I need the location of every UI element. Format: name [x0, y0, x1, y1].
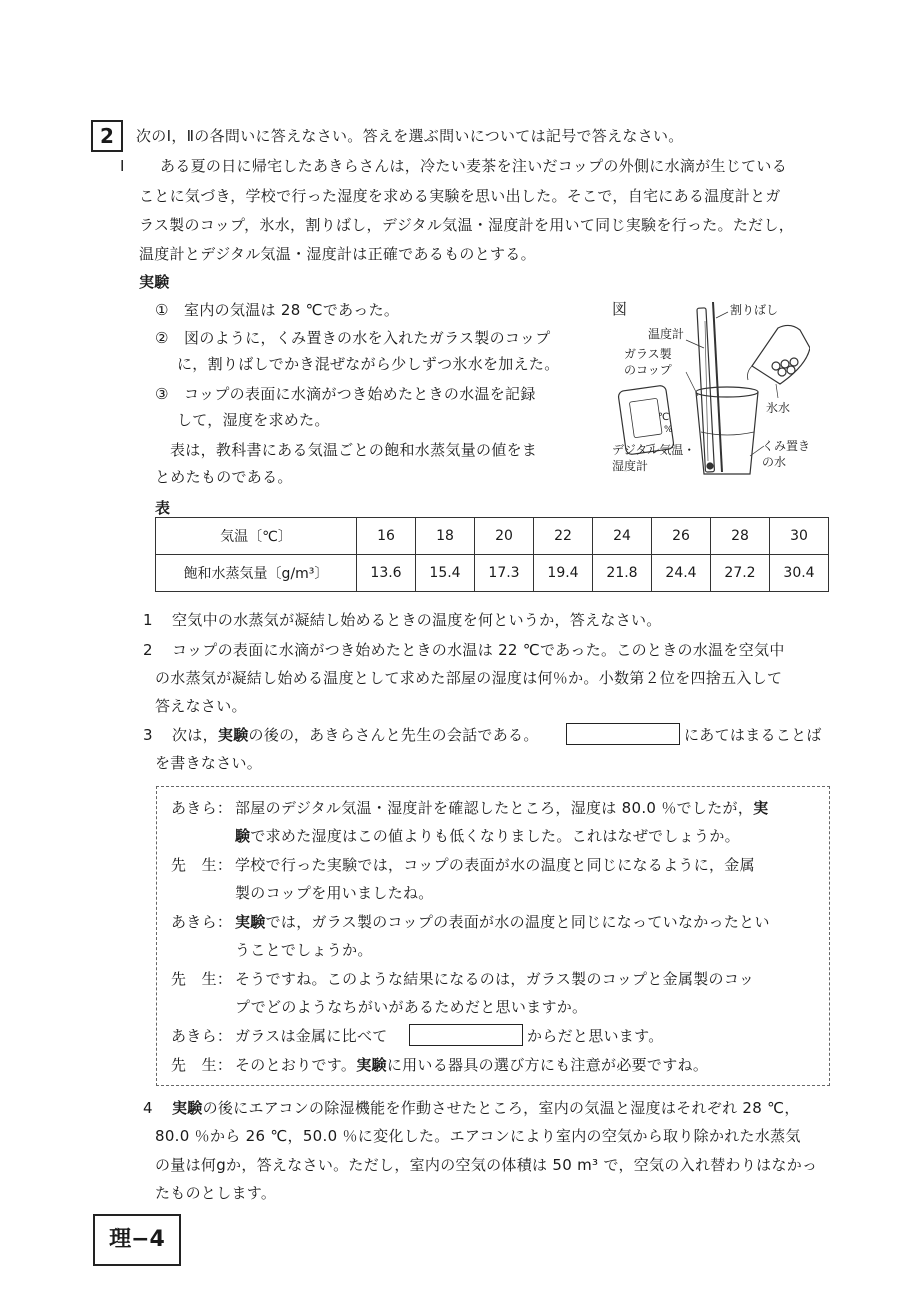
q2-text: の水蒸気が凝結し始める温度として求めた部屋の湿度は何％か。小数第２位を四捨五入して: [155, 669, 783, 687]
q2-number: 2: [143, 641, 153, 659]
value-cell: 15.4: [416, 555, 475, 592]
temp-cell: 30: [770, 518, 829, 555]
q4-text: 80.0 ％から 26 ℃，50.0 ％に変化した。エアコンにより室内の空気から取り除かれた水蒸気: [155, 1127, 801, 1145]
dialogue-line: 実験では，ガラス製のコップの表面が水の温度と同じになっていなかったとい: [235, 913, 770, 931]
saturated-vapor-table: [155, 517, 829, 592]
speaker-sensei: 先 生：: [171, 856, 233, 874]
label-standing-water: の水: [762, 455, 787, 469]
dialogue-line: ガラスは金属に比べて: [235, 1027, 388, 1045]
table-row: [156, 518, 829, 555]
q4-text: 実験の後にエアコンの除湿機能を作動させたところ，室内の気温と湿度はそれぞれ 28 ℃，: [172, 1099, 800, 1117]
dialogue-line: うことでしょうか。: [235, 941, 373, 959]
temp-cell: 20: [475, 518, 534, 555]
table-note: 表は，教科書にある気温ごとの飽和水蒸気量の値をま: [170, 441, 538, 459]
q1-text: 空気中の水蒸気が凝結し始めるときの温度を何というか，答えなさい。: [172, 611, 662, 629]
dialogue-line: 学校で行った実験では，コップの表面が水の温度と同じになるように，金属: [235, 856, 755, 874]
experiment-step: ③ コップの表面に水滴がつき始めたときの水温を記録: [155, 385, 536, 403]
row-header: 気温〔℃〕: [156, 518, 357, 555]
experiment-step: ② 図のように，くみ置きの水を入れたガラス製のコップ: [155, 329, 551, 347]
speaker-sensei: 先 生：: [171, 1056, 233, 1074]
temp-cell: 16: [357, 518, 416, 555]
dialogue-line: 験で求めた湿度はこの値よりも低くなりました。これはなぜでしょうか。: [235, 827, 740, 845]
table-title: 表: [155, 499, 171, 517]
figure-title: 図: [612, 300, 628, 318]
dialogue-line: 製のコップを用いましたね。: [235, 884, 434, 902]
instruction: 次のⅠ，Ⅱの各問いに答えなさい。答えを選ぶ問いについては記号で答えなさい。: [136, 127, 684, 145]
value-cell: 30.4: [770, 555, 829, 592]
q4-text: たものとします。: [155, 1184, 277, 1202]
table-row: [156, 555, 829, 592]
value-cell: 24.4: [652, 555, 711, 592]
intro-line: ある夏の日に帰宅したあきらさんは，冷たい麦茶を注いだコップの外側に水滴が生じている: [160, 157, 788, 175]
intro-line: ことに気づき，学校で行った湿度を求める実験を思い出した。そこで，自宅にある温度計とガ: [139, 187, 781, 205]
answer-blank: [566, 723, 680, 745]
label-glass-cup: のコップ: [624, 363, 672, 377]
q4-text: の量は何gか，答えなさい。ただし，室内の空気の体積は 50 m³ で，空気の入れ替わりはなかっ: [155, 1156, 818, 1174]
label-ice-water: 氷水: [766, 401, 791, 415]
temp-cell: 26: [652, 518, 711, 555]
label-thermometer: 温度計: [648, 327, 685, 341]
q3-number: 3: [143, 726, 153, 744]
value-cell: 17.3: [475, 555, 534, 592]
q3-text: を書きなさい。: [155, 754, 263, 772]
dialogue-line: からだと思います。: [527, 1027, 664, 1045]
speaker-akira: あきら：: [171, 913, 233, 931]
dialogue-line: そのとおりです。実験に用いる器具の選び方にも注意が必要ですね。: [235, 1056, 709, 1074]
value-cell: 27.2: [711, 555, 770, 592]
temp-cell: 24: [593, 518, 652, 555]
speaker-akira: あきら：: [171, 1027, 233, 1045]
q2-text: コップの表面に水滴がつき始めたときの水温は 22 ℃であった。このときの水温を空気中: [172, 641, 785, 659]
temp-cell: 28: [711, 518, 770, 555]
speaker-sensei: 先 生：: [171, 970, 233, 988]
experiment-step: して，湿度を求めた。: [177, 411, 330, 429]
temp-cell: 22: [534, 518, 593, 555]
label-glass-cup: ガラス製: [624, 347, 672, 361]
value-cell: 19.4: [534, 555, 593, 592]
q4-number: 4: [143, 1099, 153, 1117]
label-hygrometer: 湿度計: [612, 459, 649, 473]
experiment-step: ① 室内の気温は 28 ℃であった。: [155, 301, 400, 319]
part-roman: Ⅰ: [120, 157, 125, 175]
row-header: 飽和水蒸気量〔g/m³〕: [156, 555, 357, 592]
label-hygrometer: デジタル気温・: [612, 443, 696, 457]
label-chopsticks: 割りばし: [730, 303, 779, 317]
speaker-akira: あきら：: [171, 799, 233, 817]
answer-blank: [409, 1024, 523, 1046]
q1-number: 1: [143, 611, 153, 629]
page-label: 理−4: [93, 1214, 181, 1266]
intro-line: 温度計とデジタル気温・湿度計は正確であるものとする。: [139, 245, 536, 263]
value-cell: 21.8: [593, 555, 652, 592]
q3-text: にあてはまることば: [684, 726, 822, 744]
experiment-title: 実験: [139, 273, 170, 291]
experiment-step: に，割りばしでかき混ぜながら少しずつ氷水を加えた。: [177, 355, 560, 373]
dialogue-line: そうですね。このような結果になるのは，ガラス製のコップと金属製のコッ: [235, 970, 755, 988]
question-number: 2: [91, 120, 123, 152]
q2-text: 答えなさい。: [155, 697, 247, 715]
dialogue-line: プでどのようなちがいがあるためだと思いますか。: [235, 998, 588, 1016]
hygrometer-unit-pct: %: [664, 425, 673, 435]
table-note: とめたものである。: [155, 468, 293, 486]
q3-text: 次は，実験の後の，あきらさんと先生の会話である。: [172, 726, 539, 744]
intro-line: ラス製のコップ，氷水，割りばし，デジタル気温・湿度計を用いて同じ実験を行った。ただし，: [139, 216, 795, 234]
label-standing-water: くみ置き: [762, 439, 811, 453]
value-cell: 13.6: [357, 555, 416, 592]
dialogue-line: 部屋のデジタル気温・湿度計を確認したところ，湿度は 80.0 ％でしたが，実: [235, 799, 769, 817]
temp-cell: 18: [416, 518, 475, 555]
hygrometer-unit-c: ℃: [658, 412, 670, 423]
